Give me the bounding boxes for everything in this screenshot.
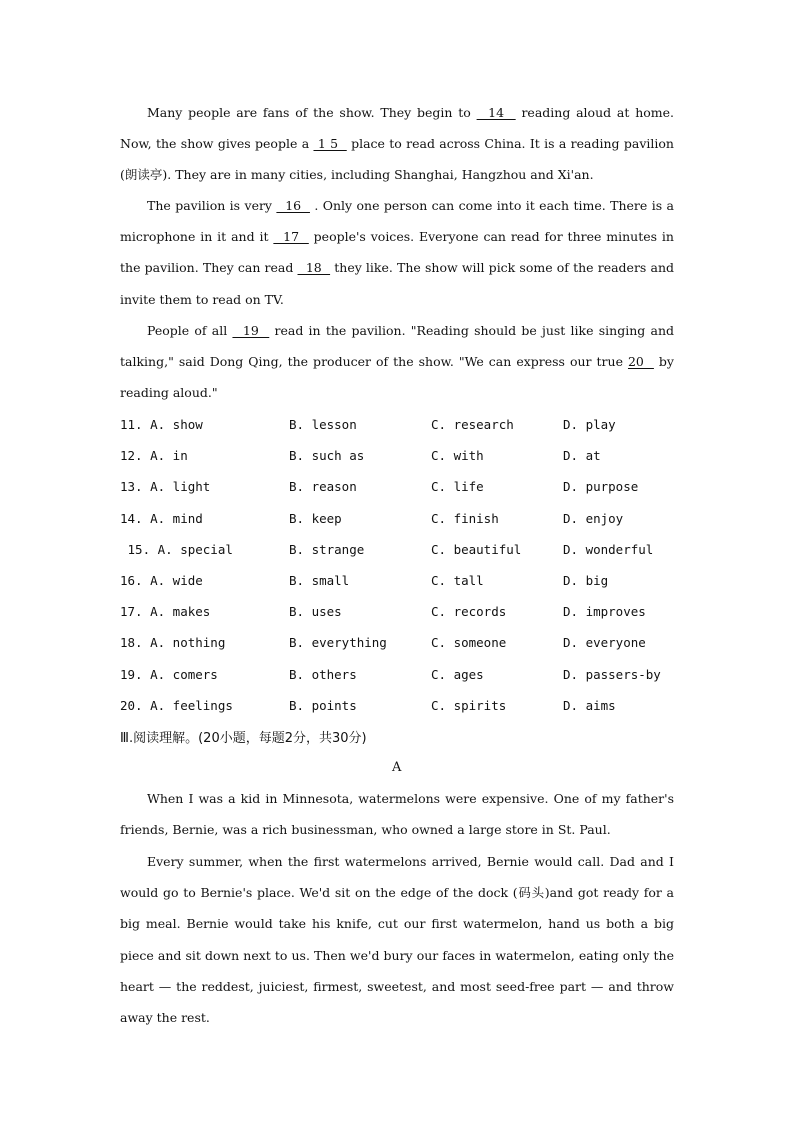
option-c: C. life xyxy=(431,479,484,495)
option-d: D. play xyxy=(563,417,616,432)
option-n: 20. A. feelings xyxy=(120,697,233,713)
cloze-paragraph-2 xyxy=(120,190,674,315)
option-b: B. reason xyxy=(289,479,357,495)
cloze-paragraph-1 xyxy=(120,97,674,191)
option-c: C. spirits xyxy=(431,697,507,713)
option-d: D. enjoy xyxy=(563,510,624,526)
option-d: D. at xyxy=(563,448,601,464)
option-d: D. improves xyxy=(563,604,646,620)
option-c: C. tall xyxy=(431,573,484,588)
text: by reading aloud." xyxy=(120,354,674,401)
text: reading aloud at home. Now, the show gives people a xyxy=(120,105,674,152)
option-row xyxy=(120,417,720,439)
option-d: D. passers-by xyxy=(563,666,661,682)
option-c: C. beautiful xyxy=(431,541,522,557)
option-b: B. others xyxy=(289,666,357,682)
option-n: 16. A. wide xyxy=(120,573,203,588)
option-row xyxy=(120,479,720,501)
option-b: B. points xyxy=(289,697,357,713)
cloze-paragraph-3 xyxy=(120,315,674,409)
section-heading: Ⅲ.阅读理解。(20小题，每题2分，共30分) xyxy=(120,731,367,746)
option-d: D. purpose xyxy=(563,479,639,495)
option-b: B. everything xyxy=(289,635,387,651)
option-c: C. with xyxy=(431,448,484,464)
blank-18: 18 xyxy=(297,260,331,276)
option-d: D. wonderful xyxy=(563,541,654,557)
option-row xyxy=(120,635,720,657)
text: place to read across China. It is a reading pavilion (朗读亭). They are in many cities, including Shanghai, Hangzhou and Xi'an. xyxy=(120,136,674,183)
option-row xyxy=(120,448,720,470)
option-n: 12. A. in xyxy=(120,448,188,464)
option-c: C. research xyxy=(431,417,514,432)
reading-paragraph-2 xyxy=(120,846,674,1033)
option-b: B. uses xyxy=(289,604,342,620)
option-row xyxy=(120,667,720,689)
option-c: C. records xyxy=(431,604,507,620)
text: The pavilion is very xyxy=(147,198,277,213)
option-row xyxy=(120,573,720,595)
option-n: 11. A. show xyxy=(120,417,203,432)
option-b: B. lesson xyxy=(289,417,357,432)
reading-paragraph-1 xyxy=(120,783,674,845)
option-n: 15. A. special xyxy=(120,541,233,557)
option-row xyxy=(120,511,720,533)
section-label: A xyxy=(392,760,402,775)
option-c: C. ages xyxy=(431,666,484,682)
blank-20: 20 xyxy=(627,354,654,370)
option-row xyxy=(120,698,720,720)
option-row xyxy=(120,542,720,564)
option-n: 17. A. makes xyxy=(120,604,211,620)
option-b: B. such as xyxy=(289,448,365,464)
option-d: D. big xyxy=(563,573,609,588)
option-b: B. strange xyxy=(289,541,365,557)
text: People of all xyxy=(147,323,233,338)
option-c: C. someone xyxy=(431,635,507,651)
option-n: 13. A. light xyxy=(120,479,211,495)
option-row xyxy=(120,604,720,626)
blank-14: 14 xyxy=(476,105,516,120)
text: Every summer, when the first watermelons arrived, Bernie would call. Dad and I would go to Bernie's place. We'd sit on the edge of the dock (码头)and got ready for a big meal. Bernie would take his knife, cut our first watermelon, hand us both a big piece and sit down next to us. Then we'd bury our faces in watermelon, eating only the heart — the reddest, juiciest, firmest, sweetest, and most seed-free part — and throw away the rest. xyxy=(120,854,674,1026)
option-b: B. small xyxy=(289,573,350,588)
blank-15: 1 5 xyxy=(313,136,347,152)
text: When I was a kid in Minnesota, watermelons were expensive. One of my father's friends, Bernie, was a rich businessman, who owned a large store in St. Paul. xyxy=(120,791,674,838)
text: they like. The show will pick some of the readers and invite them to read on TV. xyxy=(120,260,674,307)
text: Many people are fans of the show. They begin to xyxy=(147,105,477,120)
option-n: 18. A. nothing xyxy=(120,635,226,651)
blank-17: 17 xyxy=(273,229,309,245)
option-n: 19. A. comers xyxy=(120,666,218,682)
blank-16: 16 xyxy=(276,198,310,213)
text: people's voices. Everyone can read for three minutes in the pavilion. They can read xyxy=(120,229,674,276)
option-d: D. aims xyxy=(563,697,616,713)
option-b: B. keep xyxy=(289,510,342,526)
text: . Only one person can come into it each time. There is a microphone in it and it xyxy=(120,198,674,245)
option-n: 14. A. mind xyxy=(120,510,203,526)
text: read in the pavilion. "Reading should be just like singing and talking," said Dong Qing, the producer of the show. "We can express our true xyxy=(120,323,674,370)
blank-19: 19 xyxy=(232,323,270,338)
option-d: D. everyone xyxy=(563,635,646,651)
option-c: C. finish xyxy=(431,510,499,526)
